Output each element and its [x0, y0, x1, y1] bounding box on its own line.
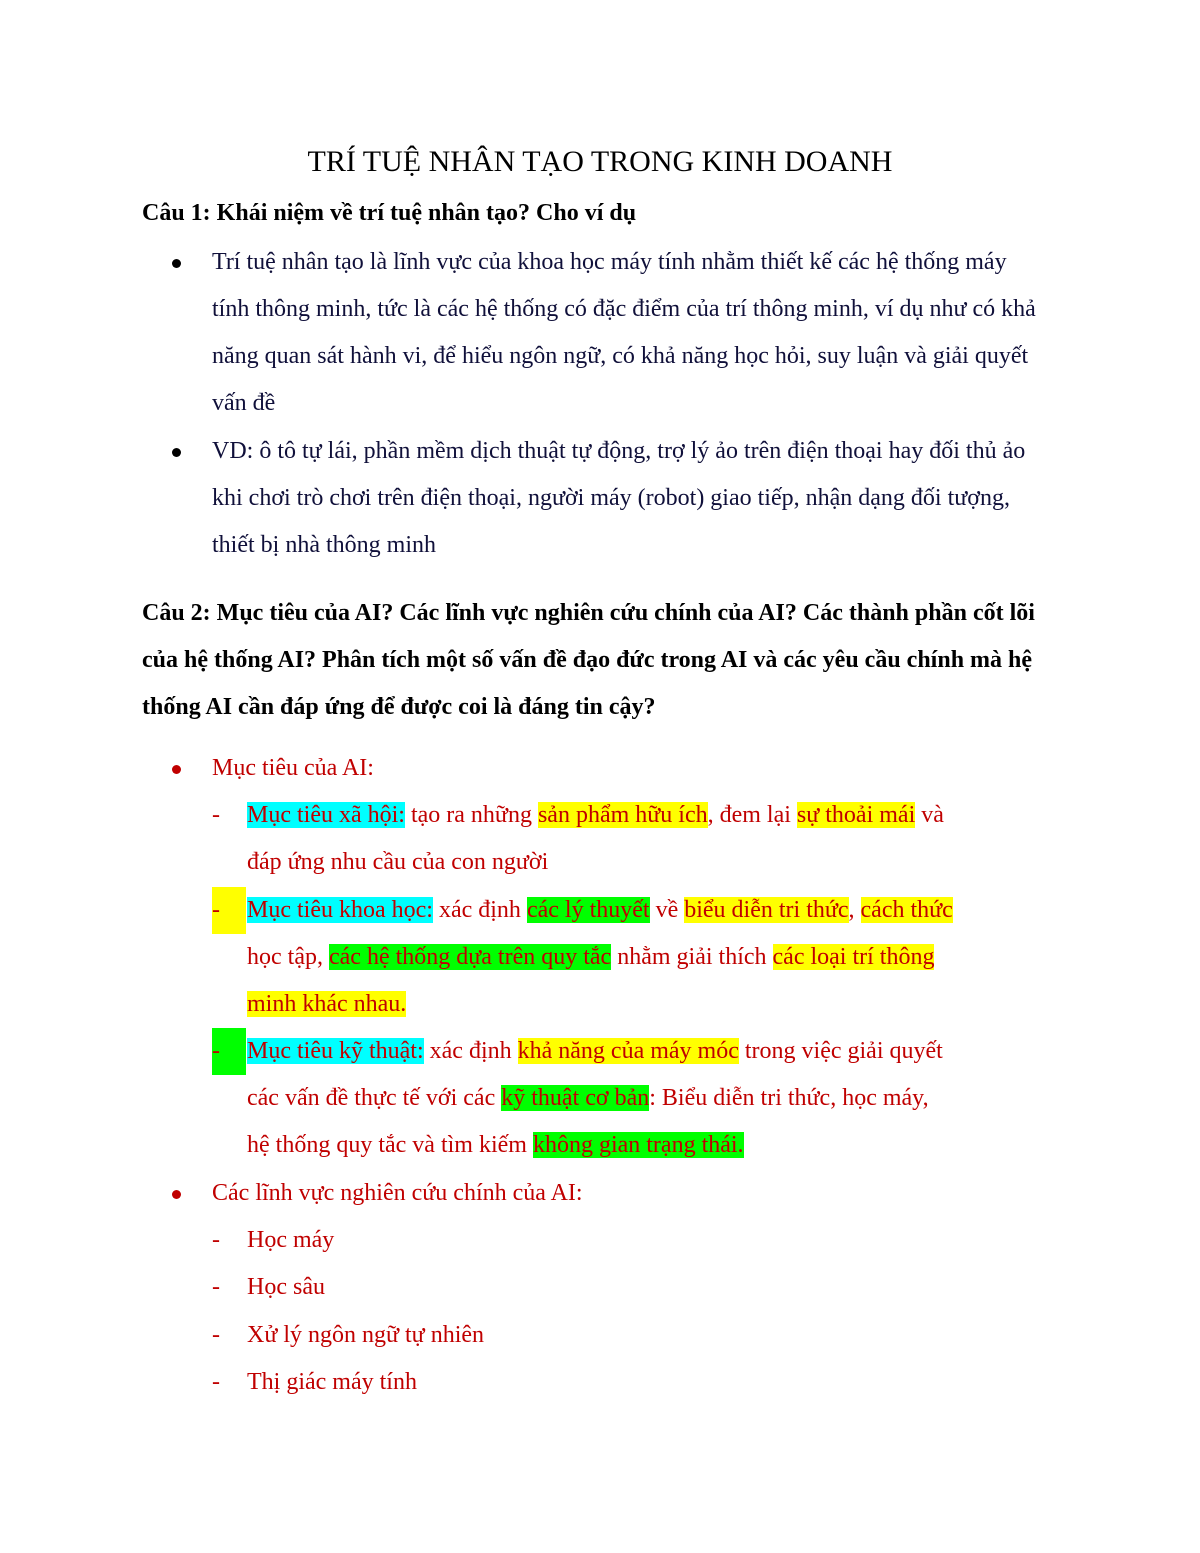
q1-definition-text: Trí tuệ nhân tạo là lĩnh vực của khoa học máy tính nhằm thiết kế các hệ thống máy tính thông minh, tức là các hệ thống có đặc điểm của trí thông minh, ví dụ như có khả năng quan sát hành vi, để hiểu ngôn ngữ, có khả năng học hỏi, suy luận và giải quyết vấn đề — [212, 249, 1036, 416]
goal-tech-text-4: : Biểu diễn tri thức, học máy, — [649, 1085, 929, 1111]
goal-tech-text-1: xác định — [423, 1038, 518, 1064]
goal-science-highlight-4: các hệ thống dựa trên quy tắc — [328, 944, 612, 970]
dash-marker: - — [212, 802, 220, 828]
fields-label: Các lĩnh vực nghiên cứu chính của AI: — [212, 1180, 583, 1206]
goal-tech-text-5: hệ thống quy tắc và tìm kiếm — [247, 1132, 533, 1158]
q1-examples-text: VD: ô tô tự lái, phần mềm dịch thuật tự động, trợ lý ảo trên điện thoại hay đối thủ ảo khi chơi trò chơi trên điện thoại, người máy (robot) giao tiếp, nhận dạng đối tượng, thiết bị nhà thông minh — [212, 438, 1026, 558]
goal-science-text-3: , — [848, 897, 861, 923]
goal-social-text-3: và — [915, 802, 944, 828]
goal-tech-label: Mục tiêu kỹ thuật: — [247, 1038, 424, 1064]
dash-marker: - — [212, 1322, 220, 1348]
goal-science-highlight-1: các lý thuyết — [526, 897, 650, 923]
dash-marker: - — [212, 1227, 220, 1253]
goal-social-highlight-2: sự thoải mái — [796, 802, 916, 828]
goal-science-label: Mục tiêu khoa học: — [247, 897, 433, 923]
field-item-label: Xử lý ngôn ngữ tự nhiên — [247, 1322, 485, 1348]
goal-tech-text-3: các vấn đề thực tế với các — [247, 1085, 502, 1111]
question-2-heading: Câu 2: Mục tiêu của AI? Các lĩnh vực nghiên cứu chính của AI? Các thành phần cốt lõi của hệ thống AI? Phân tích một số vấn đề đạo đức trong AI và các yêu cầu chính mà hệ thống AI cần đáp ứng để được coi là đáng tin cậy? — [142, 600, 1035, 720]
document-title: TRÍ TUỆ NHÂN TẠO TRONG KINH DOANH — [307, 145, 893, 178]
goal-social-text-2: , đem lại — [707, 802, 797, 828]
goal-tech-highlight-1: khả năng của máy móc — [517, 1038, 739, 1064]
goal-science-text-5: nhằm giải thích — [611, 944, 773, 970]
goal-social-highlight-1: sản phẩm hữu ích — [537, 802, 708, 828]
field-item-label: Học máy — [247, 1227, 335, 1253]
goal-tech-highlight-3: không gian trạng thái. — [532, 1132, 744, 1158]
bullet-icon — [172, 259, 181, 268]
goal-science-text-2: về — [649, 897, 685, 923]
goal-science-highlight-2: biểu diễn tri thức — [684, 897, 849, 923]
bullet-icon — [172, 765, 181, 774]
dash-marker: - — [212, 1274, 220, 1300]
dash-marker: - — [212, 1369, 220, 1395]
goal-science-highlight-5: các loại trí thông — [772, 944, 935, 970]
goal-social-label: Mục tiêu xã hội: — [247, 802, 405, 828]
question-1-heading: Câu 1: Khái niệm về trí tuệ nhân tạo? Cho ví dụ — [142, 200, 637, 226]
dash-marker: - — [212, 1028, 246, 1075]
dash-marker: - — [212, 887, 246, 934]
goal-science-text-1: xác định — [432, 897, 527, 923]
bullet-icon — [172, 1190, 181, 1199]
field-item-label: Thị giác máy tính — [247, 1369, 417, 1395]
field-item-label: Học sâu — [247, 1274, 325, 1300]
goal-tech-text-2: trong việc giải quyết — [738, 1038, 943, 1064]
goal-science-highlight-6: minh khác nhau. — [247, 991, 407, 1017]
bullet-icon — [172, 448, 181, 457]
goals-label: Mục tiêu của AI: — [212, 755, 374, 781]
goal-tech-highlight-2: kỹ thuật cơ bản — [501, 1085, 650, 1111]
goal-science-text-4: học tập, — [247, 944, 329, 970]
goal-social-text-4: đáp ứng nhu cầu của con người — [247, 849, 549, 875]
goal-social-text-1: tạo ra những — [404, 802, 538, 828]
goal-science-highlight-3: cách thức — [860, 897, 953, 923]
